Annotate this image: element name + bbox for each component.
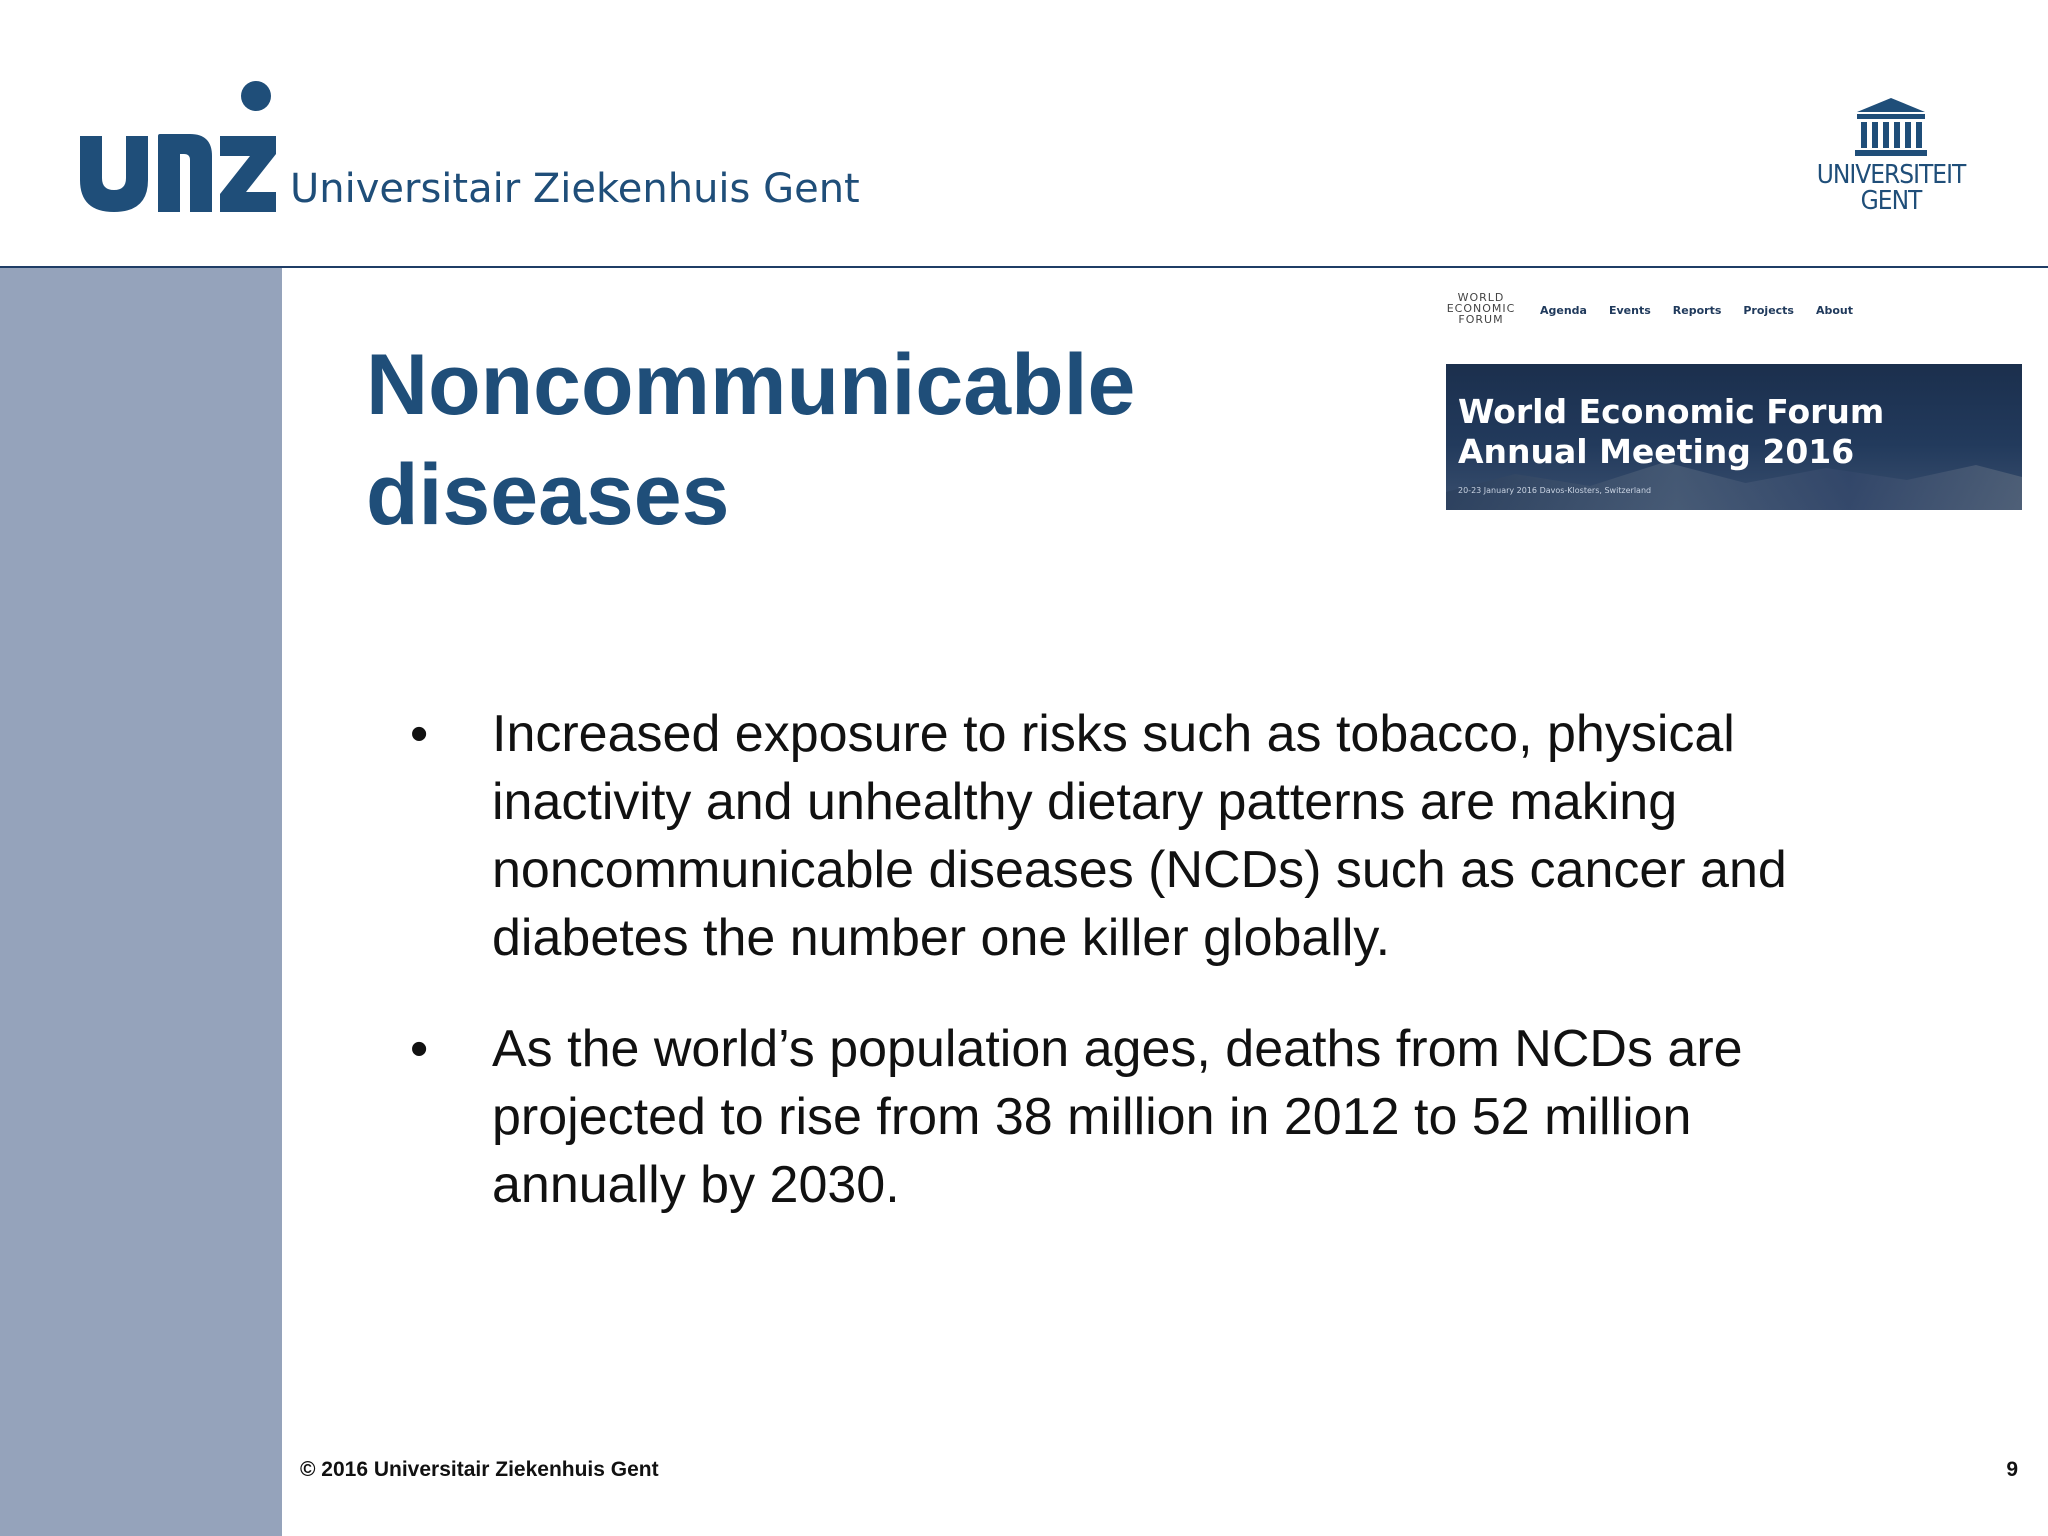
wef-logo [1444,292,1518,325]
wef-nav-links [1540,304,1853,317]
universiteit-gent-logo [1806,96,1976,216]
wef-banner-title: World Economic Forum Annual Meeting 2016 [1458,392,1885,471]
wef-nav-reports: Reports [1672,304,1722,317]
wef-logo-line3: FORUM [1458,313,1504,326]
bullet-item [410,700,1890,972]
bullet-item [410,1015,1890,1219]
header-divider [0,266,2048,268]
wef-banner-subtitle: 20-23 January 2016 Davos-Klosters, Switzerland [1458,486,1652,495]
wef-logo-line2: ECONOMIC [1446,302,1516,315]
wef-nav-bar [1444,284,2024,340]
wef-screenshot-image [1444,284,2024,512]
university-logo-line1: UNIVERSITEIT [1816,160,1966,190]
university-building-icon [1853,96,1929,158]
left-sidebar-band [0,268,282,1536]
bullet-marker: • [410,1020,429,1078]
footer-copyright: © 2016 Universitair Ziekenhuis Gent [300,1458,659,1481]
slide-header [0,0,2048,266]
wef-nav-about: About [1815,304,1854,317]
university-logo-line2: GENT [1860,186,1922,216]
wef-nav-projects: Projects [1743,304,1794,317]
uz-logo [78,78,278,213]
hospital-name: Universitair Ziekenhuis Gent [290,166,860,212]
page-number: 9 [2006,1458,2018,1481]
bullet-list [410,700,1890,1219]
wef-nav-agenda: Agenda [1540,304,1587,317]
bullet-text: As the world’s population ages, deaths from NCDs are projected to rise from 38 million in 2012 to 52 million annually by 2030. [492,1020,1743,1214]
bullet-text: Increased exposure to risks such as tobacco, physical inactivity and unhealthy dietary patterns are making noncommunicable diseases (NCDs) such as cancer and diabetes the number one killer globally. [492,705,1787,967]
slide-title [366,330,1266,550]
bullet-marker: • [410,705,429,763]
wef-banner [1446,364,2022,510]
title-line-2: diseases [366,447,730,543]
wef-nav-events: Events [1608,304,1651,317]
title-line-1: Noncommunicable [366,337,1136,433]
wef-logo-line1: WORLD [1457,291,1505,304]
